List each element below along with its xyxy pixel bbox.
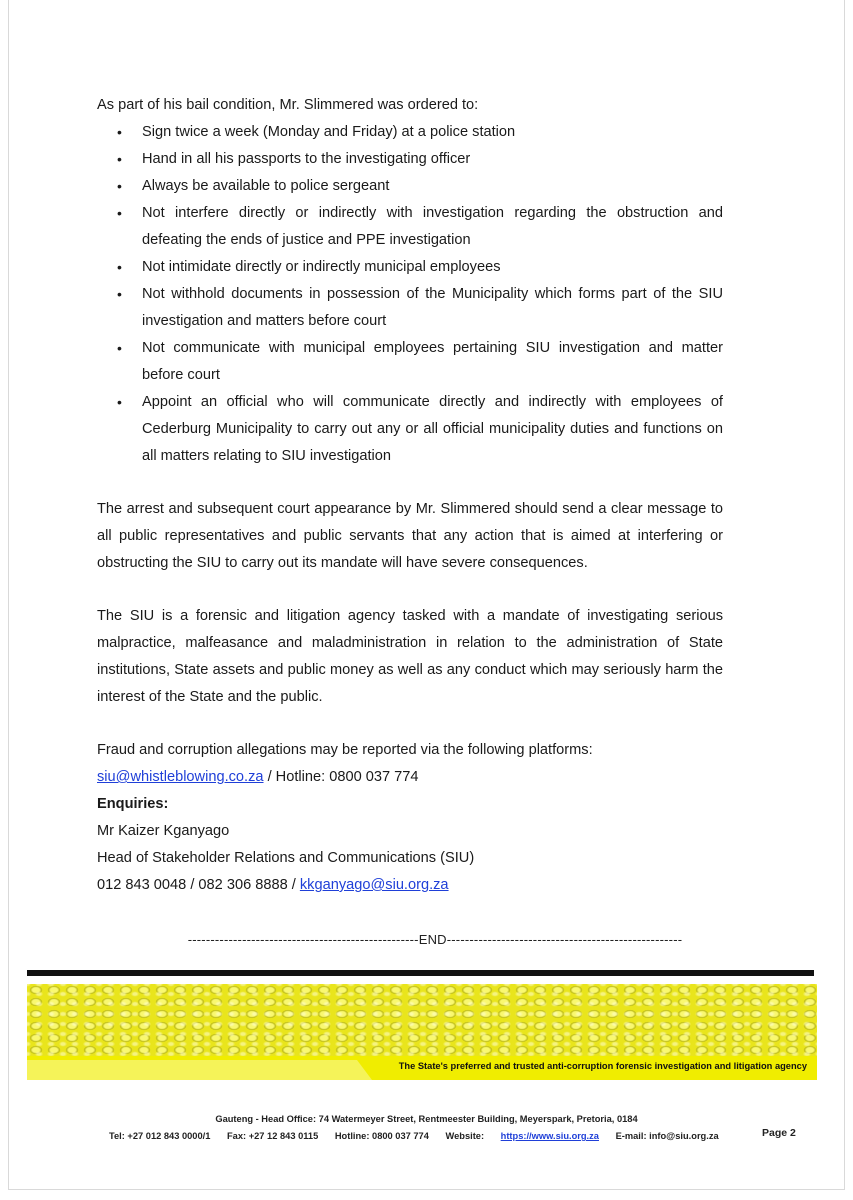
footer-divider-bar xyxy=(27,970,814,976)
page-number: Page 2 xyxy=(762,1127,796,1139)
bullet-icon: • xyxy=(117,340,122,356)
snakeskin-banner xyxy=(27,984,817,1056)
contact-phones: 012 843 0048 / 082 306 8888 / kkganyago@siu.org.za xyxy=(97,877,449,893)
footer-address: Gauteng - Head Office: 74 Watermeyer Street, Rentmeester Building, Meyerspark, Pretoria, 0184 xyxy=(215,1114,638,1124)
footer-tel: Tel: +27 012 843 0000/1 xyxy=(109,1131,211,1141)
footer-fax: Fax: +27 12 843 0115 xyxy=(227,1131,319,1141)
website-link[interactable]: https://www.siu.org.za xyxy=(500,1131,599,1141)
list-item: • Not withhold documents in possession of the Municipality which forms part of the SIU investigation and matters before court xyxy=(97,281,723,335)
bullet-icon: • xyxy=(117,205,122,221)
list-item: • Not interfere directly or indirectly with investigation regarding the obstruction and defeating the ends of justice and PPE investigation xyxy=(97,200,723,254)
bullet-icon: • xyxy=(117,151,122,167)
contact-title: Head of Stakeholder Relations and Communications (SIU) xyxy=(97,850,475,866)
list-item: • Not communicate with municipal employees pertaining SIU investigation and matter before court xyxy=(97,335,723,389)
paragraph-siu-mandate: The SIU is a forensic and litigation agency tasked with a mandate of investigating serious malpractice, malfeasance and maladministration in relation to the administration of State institutions, State assets and public money as well as any conduct which may seriously harm the interest of the State and the public. xyxy=(97,608,723,705)
contact-name: Mr Kaizer Kganyago xyxy=(97,823,230,839)
bullet-icon: • xyxy=(117,178,122,194)
footer-hotline: Hotline: 0800 037 774 xyxy=(334,1131,429,1141)
enquiries-heading: Enquiries: xyxy=(97,796,169,812)
hotline-text: / Hotline: 0800 037 774 xyxy=(263,769,419,785)
document-body xyxy=(97,92,723,899)
report-instructions: Fraud and corruption allegations may be reported via the following platforms: xyxy=(97,742,593,758)
list-item: • Sign twice a week (Monday and Friday) at a police station xyxy=(97,119,723,146)
contact-email-link[interactable]: kkganyago@siu.org.za xyxy=(299,877,449,893)
list-item: • Always be available to police sergeant xyxy=(97,173,723,200)
end-marker: ---------------------------------------------------END---------------------------------------------------- xyxy=(187,932,683,947)
paragraph-arrest: The arrest and subsequent court appearance by Mr. Slimmered should send a clear message to all public representatives and public servants that any action that is aimed at interfering or obstructing the SIU to carry out its mandate will have severe consequences. xyxy=(97,501,723,571)
bullet-icon: • xyxy=(117,394,122,410)
list-item: • Not intimidate directly or indirectly municipal employees xyxy=(97,254,723,281)
agency-tagline: The State's preferred and trusted anti-corruption forensic investigation and litigation agency xyxy=(398,1061,807,1071)
tagline-band xyxy=(27,1056,817,1080)
footer-contacts xyxy=(109,1131,733,1141)
bullet-icon: • xyxy=(117,124,122,140)
footer-website: Website: https://www.siu.org.za xyxy=(445,1131,599,1141)
bail-intro: As part of his bail condition, Mr. Slimmered was ordered to: xyxy=(97,97,479,113)
bail-conditions-list xyxy=(97,119,723,470)
list-item: • Appoint an official who will communicate directly and indirectly with employees of Cederburg Municipality to carry out any or all official municipality duties and functions on all matters relating to SIU investigation xyxy=(97,389,723,470)
footer-email: E-mail: info@siu.org.za xyxy=(615,1131,719,1141)
whistleblowing-email-link[interactable]: siu@whistleblowing.co.za xyxy=(97,769,264,785)
list-item: • Hand in all his passports to the investigating officer xyxy=(97,146,723,173)
bullet-icon: • xyxy=(117,286,122,302)
bullet-icon: • xyxy=(117,259,122,275)
report-contacts xyxy=(97,764,723,791)
